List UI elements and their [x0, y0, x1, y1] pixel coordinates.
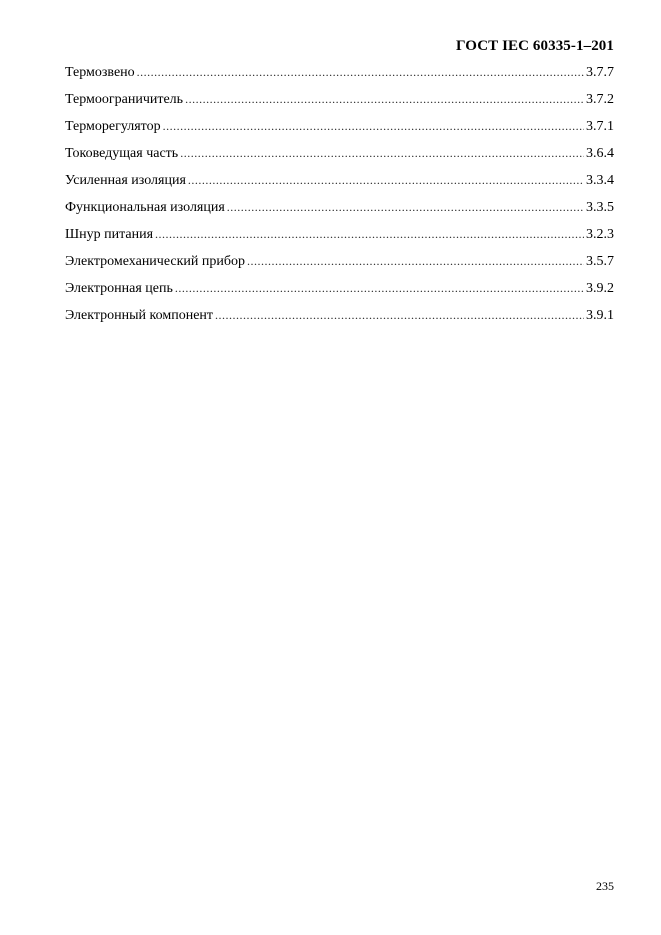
dot-leader [215, 305, 584, 325]
index-reference: 3.9.2 [586, 281, 614, 296]
index-reference: 3.6.4 [586, 146, 614, 161]
index-entry [65, 278, 614, 305]
index-reference: 3.3.5 [586, 200, 614, 215]
dot-leader [185, 89, 584, 109]
index-term: Электромеханический прибор [65, 254, 246, 269]
dot-leader [155, 224, 584, 244]
index-entry [65, 62, 614, 89]
index-term: Шнур питания [65, 227, 154, 242]
index-reference: 3.7.1 [586, 119, 614, 134]
index-reference: 3.9.1 [586, 308, 614, 323]
index-entry [65, 251, 614, 278]
dot-leader [227, 197, 584, 217]
dot-leader [175, 278, 584, 298]
index-term: Функциональная изоляция [65, 200, 225, 215]
index-term: Электронная цепь [65, 281, 173, 296]
dot-leader [188, 170, 584, 190]
index-reference: 3.5.7 [586, 254, 614, 269]
dot-leader [137, 62, 584, 82]
index-reference: 3.2.3 [586, 227, 614, 242]
dot-leader [180, 143, 584, 163]
dot-leader [163, 116, 584, 136]
index-entry [65, 143, 614, 170]
index-entry [65, 89, 614, 116]
index-reference: 3.7.2 [586, 92, 614, 107]
index-reference: 3.3.4 [586, 173, 614, 188]
index-entry [65, 116, 614, 143]
dot-leader [247, 251, 584, 271]
index-reference: 3.7.7 [586, 65, 614, 80]
document-header-title: ГОСТ IEC 60335-1–201 [455, 38, 614, 54]
index-term: Усиленная изоляция [65, 173, 186, 188]
index-term: Термоограничитель [65, 92, 184, 107]
index-entry [65, 224, 614, 251]
index-term: Токоведущая часть [65, 146, 179, 161]
index-term: Терморегулятор [65, 119, 161, 134]
term-index-list [65, 62, 614, 332]
index-entry [65, 170, 614, 197]
index-term: Термозвено [65, 65, 135, 80]
index-term: Электронный компонент [65, 308, 214, 323]
index-entry [65, 305, 614, 332]
index-entry [65, 197, 614, 224]
page-number: 235 [596, 879, 614, 893]
